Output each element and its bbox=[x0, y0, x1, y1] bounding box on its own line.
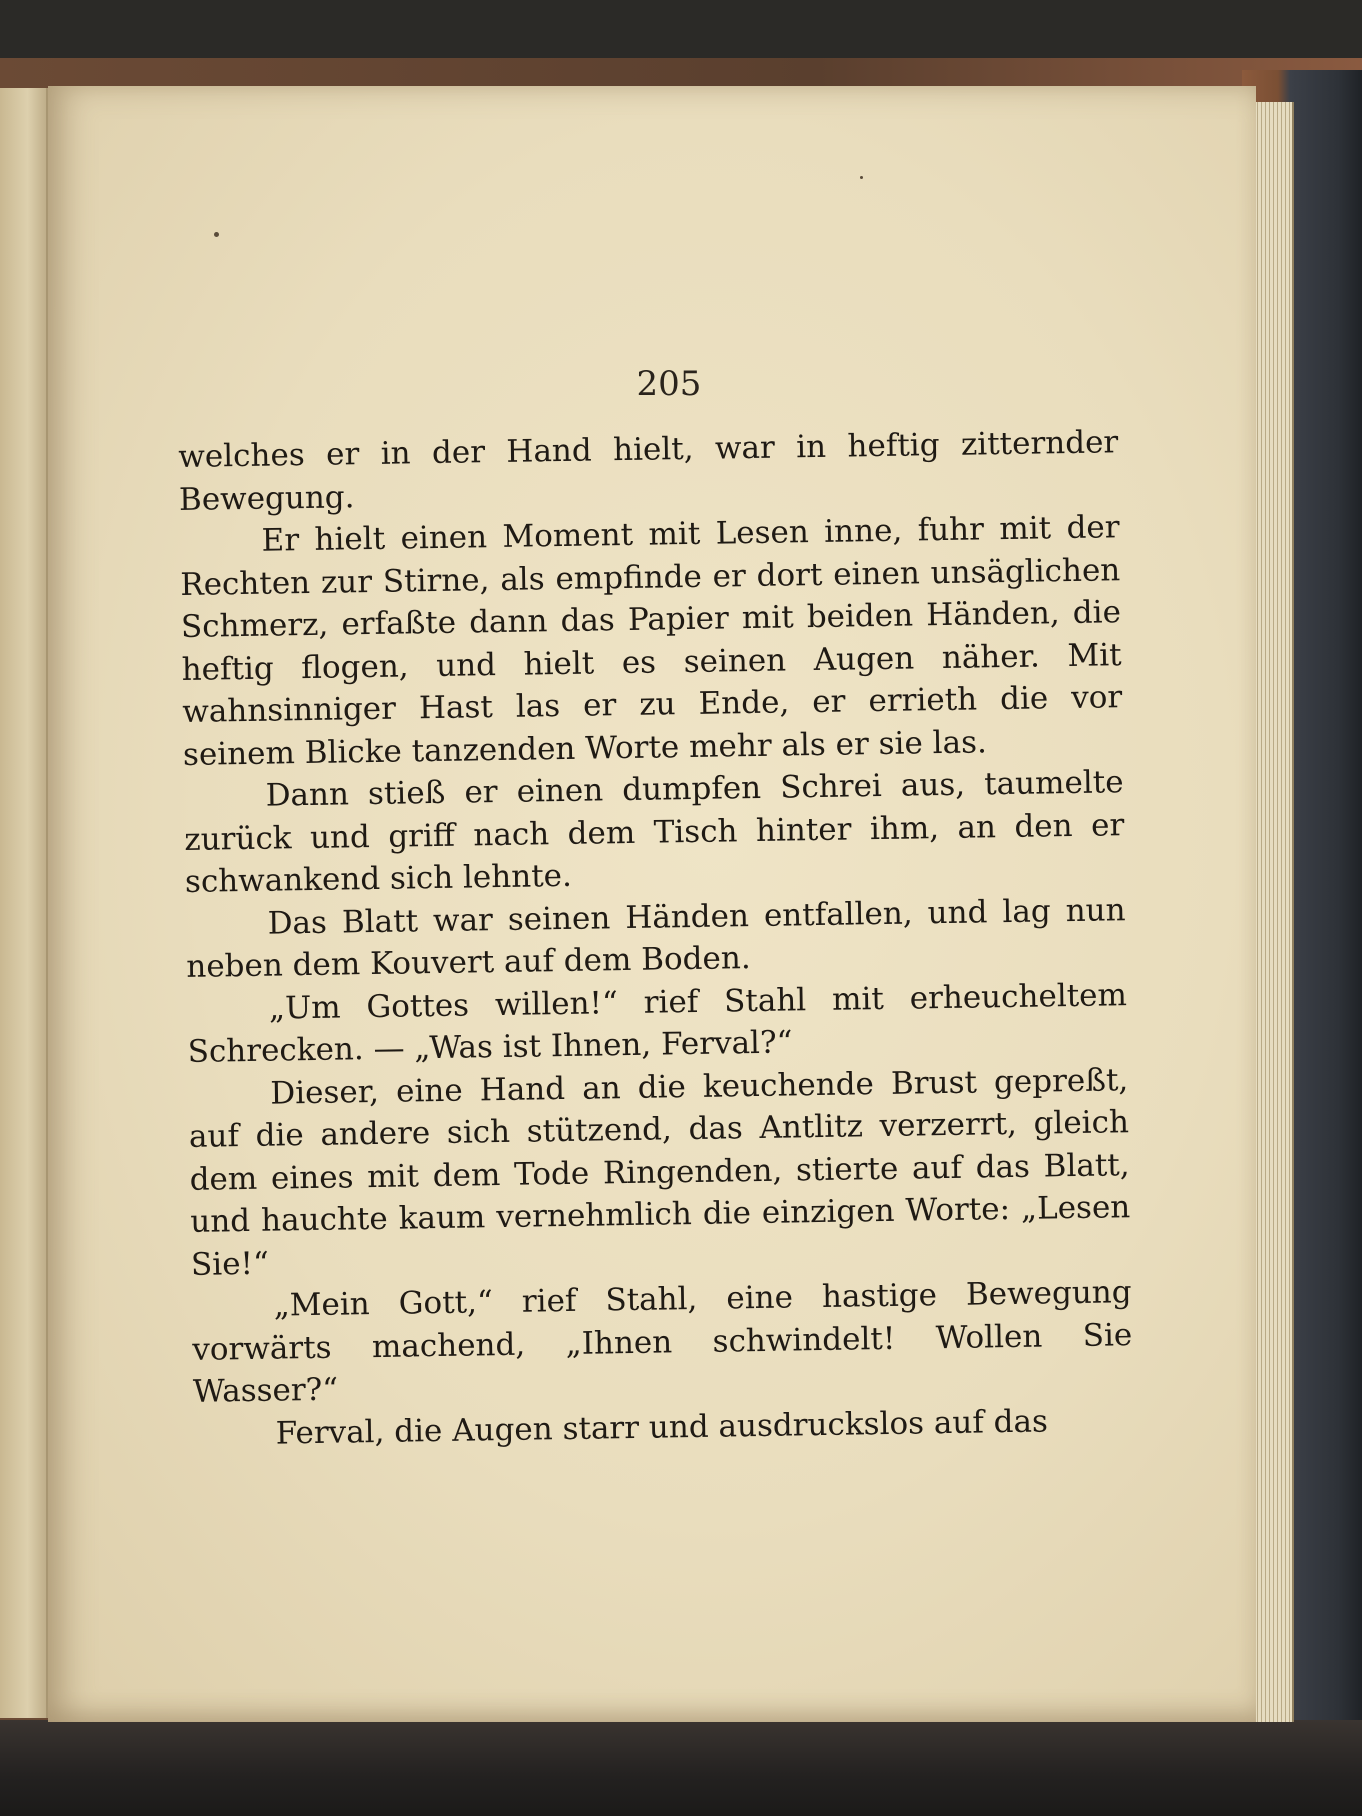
facing-page-edge bbox=[0, 88, 48, 1718]
paragraph: „Mein Gott,“ rief Stahl, eine hastige Bewegung vorwärts machend, „Ihnen schwindelt! Wollen Sie Wasser?“ bbox=[192, 1274, 1133, 1410]
book-bottom-edge bbox=[0, 1720, 1362, 1816]
body-text bbox=[178, 421, 1134, 1456]
paragraph: Dieser, eine Hand an die keuchende Brust gepreßt, auf die andere sich stützend, das Antlitz verzerrt, gleich dem eines mit dem Tode Ringenden, stierte auf das Blatt, und hauchte kaum vernehmlich die einzigen Worte: „Lesen Sie!“ bbox=[188, 1061, 1131, 1283]
paragraph: Das Blatt war seinen Händen entfallen, und lag nun neben dem Kouvert auf dem Boden. bbox=[186, 891, 1126, 985]
paper-speck bbox=[214, 232, 219, 237]
page-number: 205 bbox=[636, 364, 702, 404]
paper-speck bbox=[860, 176, 863, 179]
paragraph: Dann stieß er einen dumpfen Schrei aus, taumelte zurück und griff nach dem Tisch hinter ihm, an den er schwankend sich lehnte. bbox=[184, 764, 1125, 900]
page-stack-edges bbox=[1250, 102, 1294, 1722]
paragraph: welches er in der Hand hielt, war in heftig zitternder Bewegung. bbox=[178, 424, 1119, 518]
paragraph: Er hielt einen Moment mit Lesen inne, fuhr mit der Rechten zur Stirne, als empfinde er dort einen unsäglichen Schmerz, erfaßte dann das Papier mit beiden Händen, die heftig flogen, und hielt es seinen Augen näher. Mit wahnsinniger Hast las er zu Ende, er errieth die vor seinem Blicke tanzenden Worte mehr als er sie las. bbox=[180, 509, 1123, 773]
paragraph: „Um Gottes willen!“ rief Stahl mit erheucheltem Schrecken. — „Was ist Ihnen, Ferval?“ bbox=[187, 976, 1128, 1070]
book-page bbox=[48, 86, 1256, 1722]
paragraph: Ferval, die Augen starr und ausdruckslos auf das bbox=[275, 1402, 1049, 1452]
